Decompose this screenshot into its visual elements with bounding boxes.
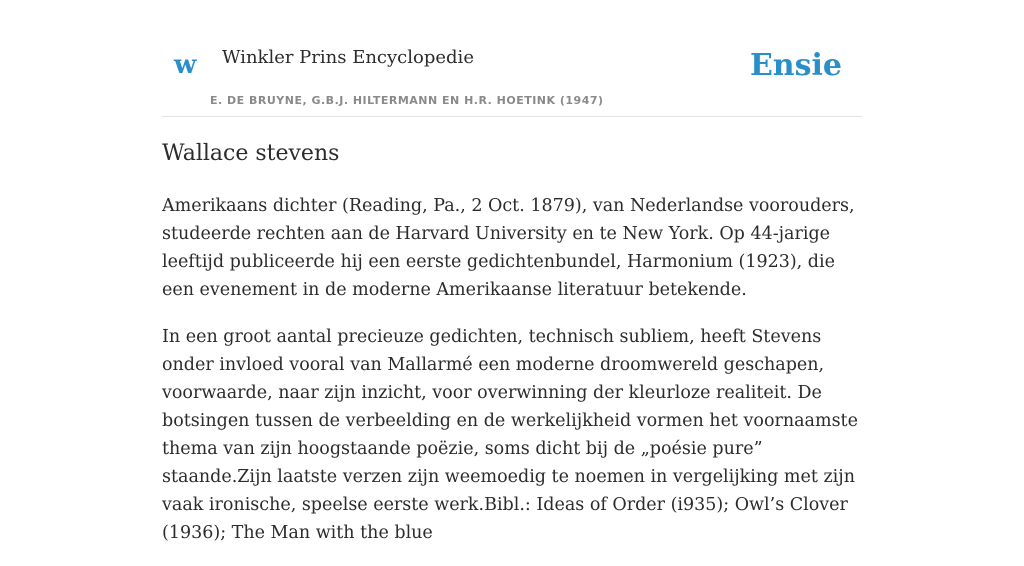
article-paragraph: Amerikaans dichter (Reading, Pa., 2 Oct. 1879), van Nederlandse voorouders, studeerde rechten aan de Harvard University en te New York. Op 44-jarige leeftijd publiceerde hij een eerste gedichtenbundel, Harmonium (1923), die een evenement in de moderne Amerikaanse literatuur betekende.	[162, 196, 855, 300]
publication-title[interactable]: Winkler Prins Encyclopedie	[222, 47, 474, 68]
article-title: Wallace stevens	[162, 141, 340, 166]
site-header	[162, 0, 862, 117]
article-paragraph: In een groot aantal precieuze gedichten, technisch subliem, heeft Stevens onder invloed vooral van Mallarmé een moderne droomwereld geschapen, voorwaarde, naar zijn inzicht, voor overwinning der kleurloze realiteit. De botsingen tussen de verbeelding en de werkelijkheid vormen het voornaamste thema van zijn hoogstaande poëzie, soms dicht bij de „poésie pure” staande.Zijn laatste verzen zijn weemoedig te noemen in vergelijking met zijn vaak ironische, speelse eerste werk.Bibl.: Ideas of Order (i935); Owl’s Clover (1936); The Man with the blue	[162, 327, 858, 543]
article	[162, 138, 862, 566]
publication-logo-icon[interactable]: w	[174, 50, 197, 80]
publication-authors: E. DE BRUYNE, G.B.J. HILTERMANN EN H.R. HOETINK (1947)	[210, 94, 604, 107]
ensie-logo[interactable]: Ensie	[749, 48, 842, 83]
